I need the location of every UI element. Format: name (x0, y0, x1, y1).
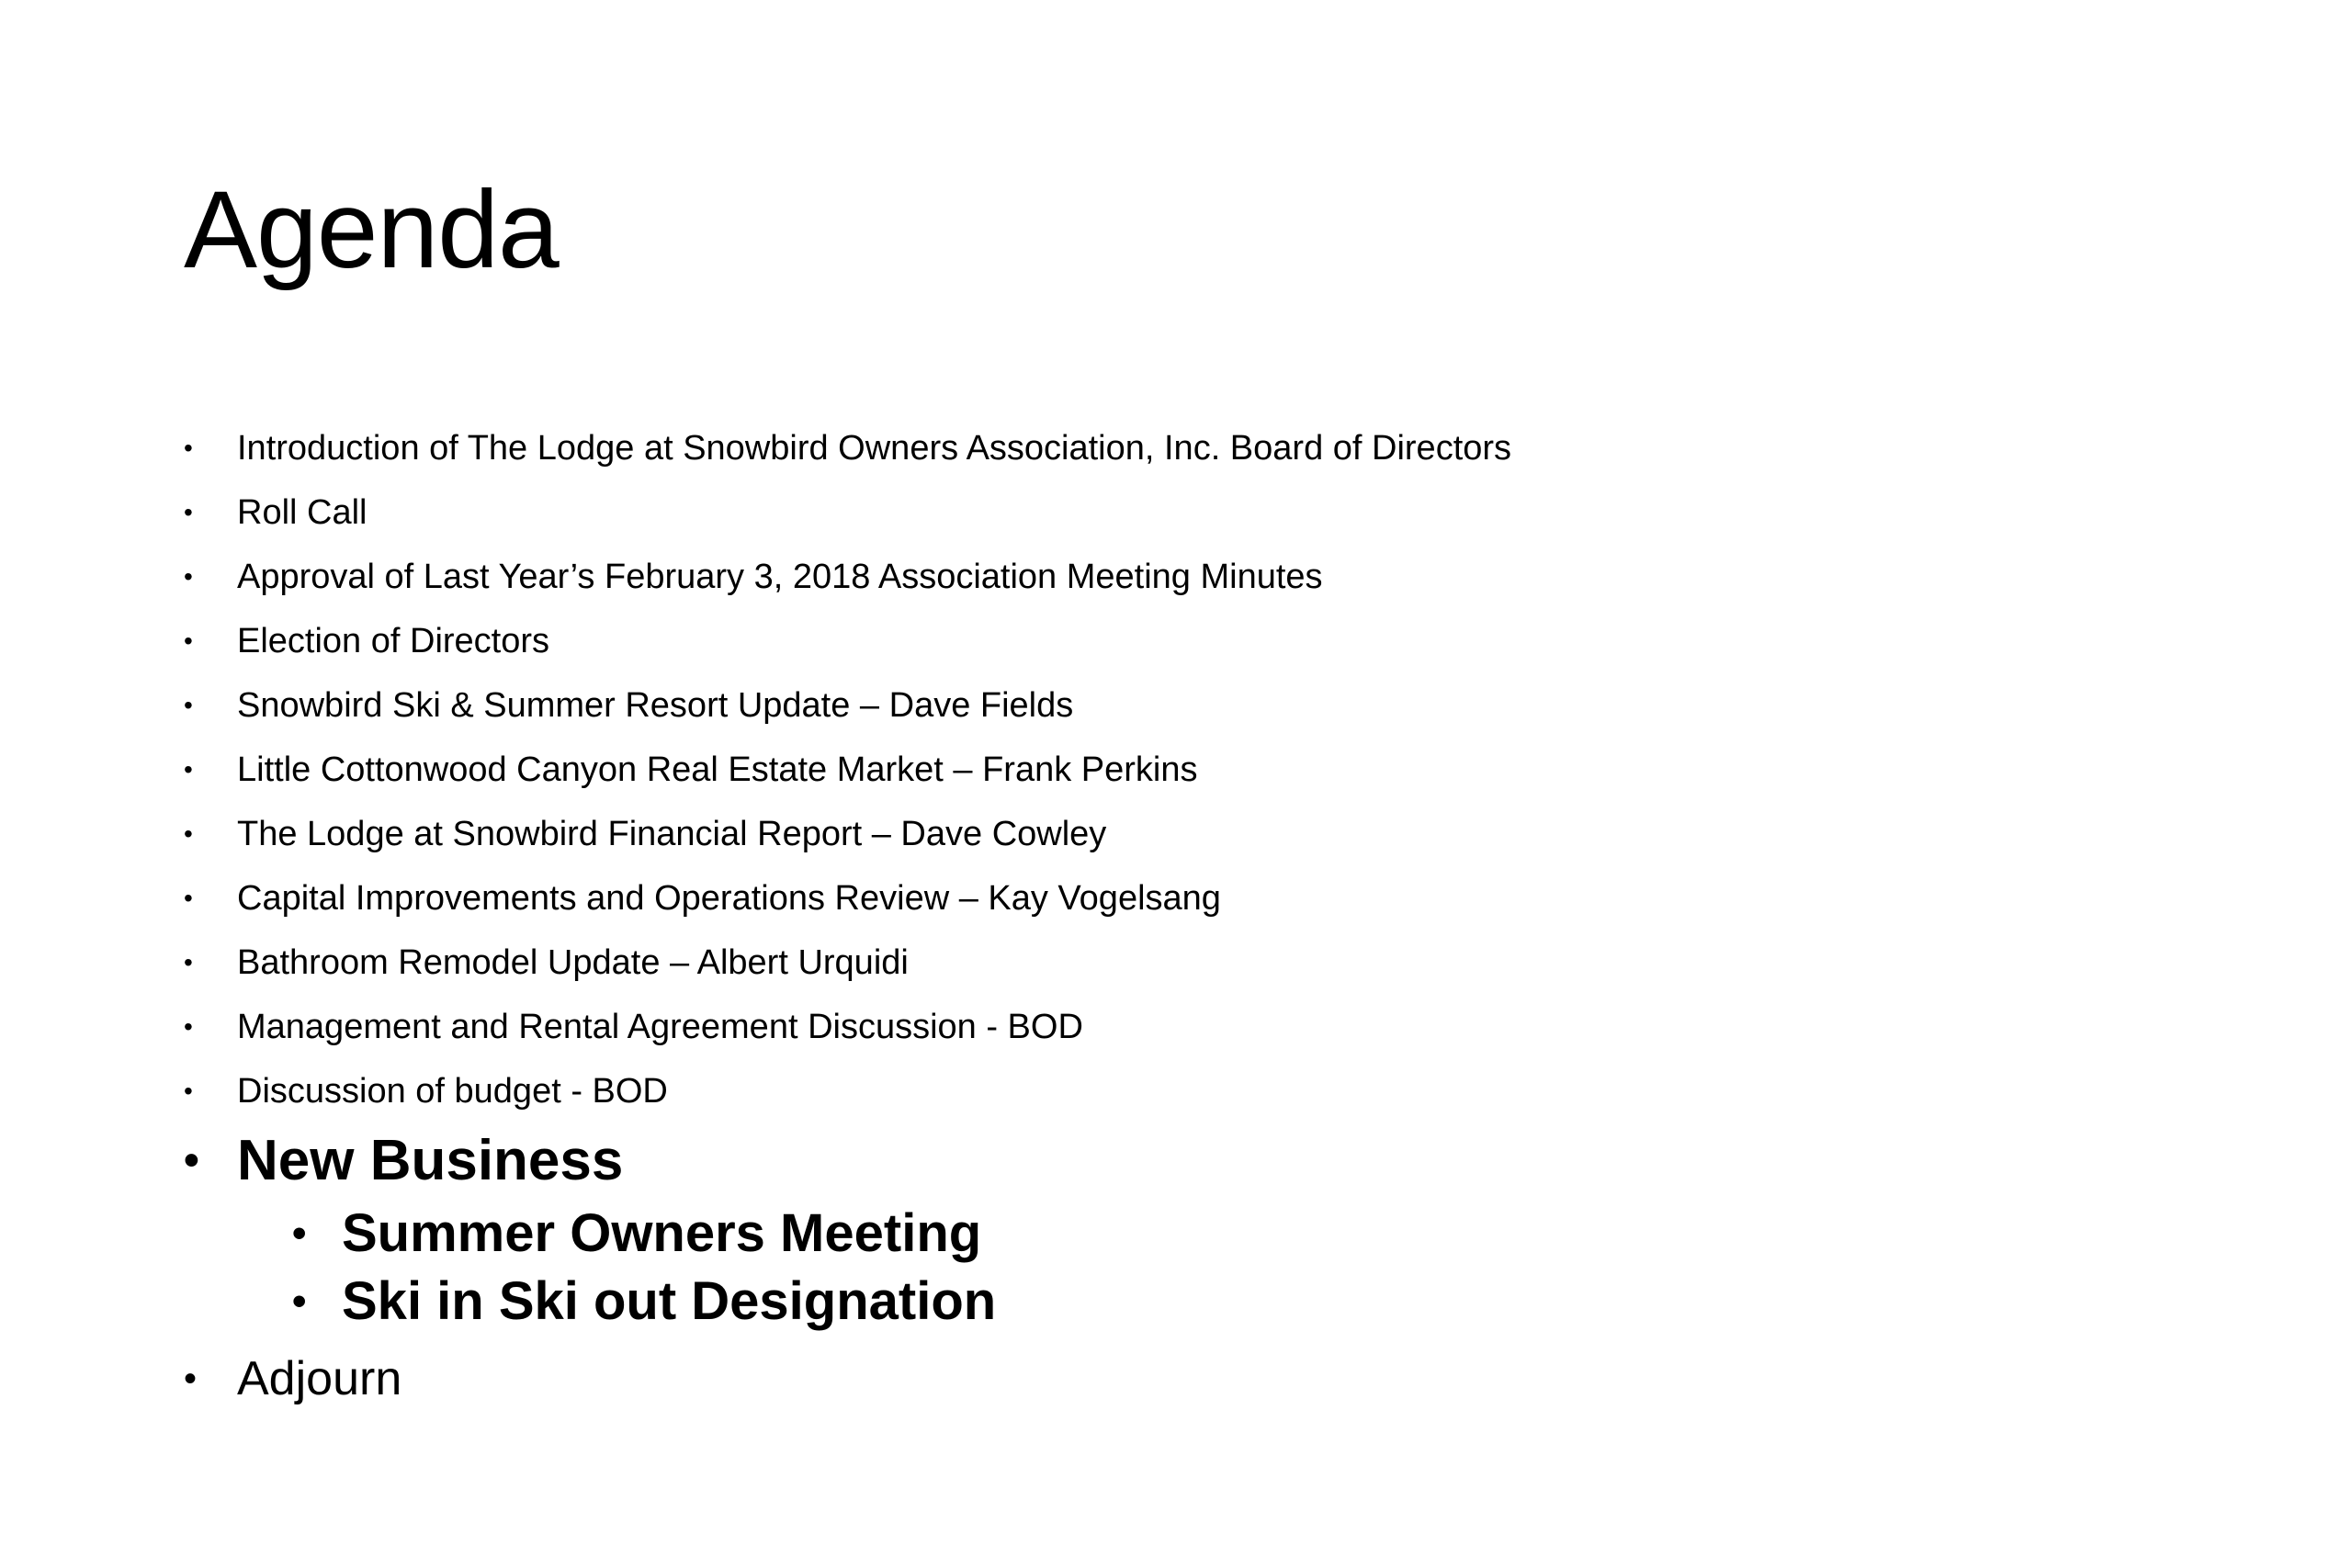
agenda-item-label: Management and Rental Agreement Discussion - BOD (237, 1008, 1083, 1046)
agenda-item-label: Little Cottonwood Canyon Real Estate Market – Frank Perkins (237, 750, 1198, 789)
slide-title: Agenda (184, 168, 559, 291)
bullet-icon: • (184, 819, 193, 848)
bullet-icon: • (184, 948, 193, 976)
agenda-item-label: Summer Owners Meeting (342, 1203, 982, 1263)
bullet-icon: • (184, 755, 193, 784)
bullet-icon: • (184, 1012, 193, 1041)
bullet-icon: • (184, 498, 193, 526)
agenda-item-label: Ski in Ski out Designation (342, 1271, 997, 1331)
agenda-item-label: Bathroom Remodel Update – Albert Urquidi (237, 943, 909, 982)
bullet-icon: • (184, 626, 193, 655)
bullet-icon: • (184, 562, 193, 591)
agenda-item-label: New Business (237, 1129, 624, 1192)
bullet-icon: • (184, 884, 193, 912)
agenda-item-label: Election of Directors (237, 622, 550, 660)
agenda-item-label: Roll Call (237, 493, 368, 532)
bullet-icon: • (184, 691, 193, 719)
agenda-item-label: Adjourn (237, 1352, 402, 1405)
agenda-item-label: Approval of Last Year’s February 3, 2018 Association Meeting Minutes (237, 558, 1323, 596)
agenda-item-label: Capital Improvements and Operations Review – Kay Vogelsang (237, 879, 1221, 918)
agenda-item-label: Introduction of The Lodge at Snowbird Owners Association, Inc. Board of Directors (237, 429, 1512, 468)
bullet-icon: • (292, 1279, 307, 1324)
bullet-icon: • (184, 1359, 198, 1399)
bullet-icon: • (184, 434, 193, 462)
agenda-item-label: Snowbird Ski & Summer Resort Update – Dave Fields (237, 686, 1074, 725)
bullet-icon: • (184, 1136, 199, 1185)
bullet-icon: • (292, 1211, 307, 1256)
bullet-icon: • (184, 1077, 193, 1105)
agenda-item-label: The Lodge at Snowbird Financial Report – Dave Cowley (237, 815, 1107, 853)
agenda-item-label: Discussion of budget - BOD (237, 1072, 668, 1111)
